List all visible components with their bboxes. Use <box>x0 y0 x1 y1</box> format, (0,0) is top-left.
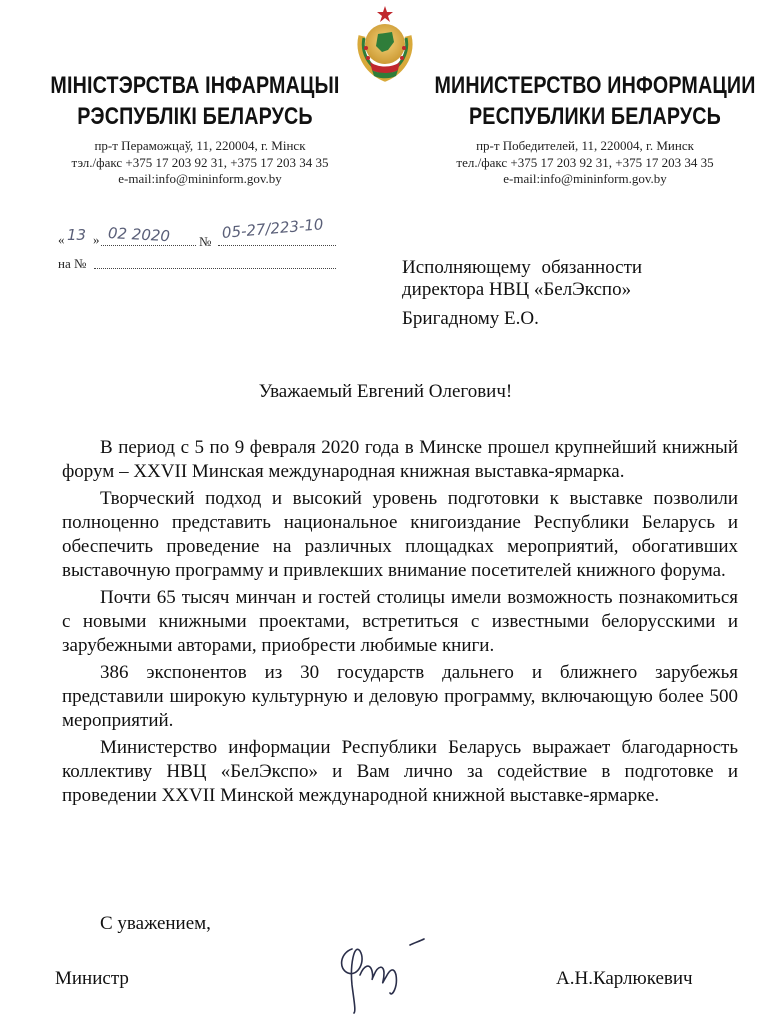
date-month-year-handwritten: 02 2020 <box>107 224 171 246</box>
address-ru: пр-т Победителей, 11, 220004, г. Минск <box>476 138 694 153</box>
letter-body <box>62 436 738 811</box>
date-quote-open: « <box>58 232 65 247</box>
paragraph: В период с 5 по 9 февраля 2020 года в Минске прошел крупнейший книжный форум – XXVII Минская международная книжная выставка-ярмарка. <box>62 437 738 482</box>
signatory-title: Министр <box>55 968 129 989</box>
ministry-name-ru-line2: РЕСПУБЛИКИ БЕЛАРУСЬ <box>469 103 721 130</box>
reply-label: на № <box>58 256 87 271</box>
signatory-name: А.Н.Карлюкевич <box>556 968 693 989</box>
addressee-line3: Бригадному Е.О. <box>402 308 539 329</box>
ministry-name-by-line1: МІНІСТЭРСТВА ІНФАРМАЦЫІ <box>50 72 340 99</box>
ministry-name-ru <box>423 70 767 132</box>
ministry-address-ru <box>420 138 750 188</box>
ministry-address-by <box>40 138 360 188</box>
email-ru: e-mail:info@mininform.gov.by <box>503 171 667 186</box>
addressee-line1: Исполняющему обязанности <box>402 257 643 278</box>
reply-dotted-line <box>94 268 336 269</box>
email-by: e-mail:info@mininform.gov.by <box>118 171 282 186</box>
number-label: № <box>199 234 212 249</box>
ministry-name-by-line2: РЭСПУБЛІКІ БЕЛАРУСЬ <box>77 103 313 130</box>
paragraph: Министерство информации Республики Беларусь выражает благодарность коллективу НВЦ «БелЭкспо» и Вам лично за содействие в подготовке и проведении XXVII Минской международной книжной выставке-ярмарке. <box>62 737 738 806</box>
phone-ru: тел./факс +375 17 203 92 31, +375 17 203 34 35 <box>456 154 714 170</box>
paragraph: 386 экспонентов из 30 государств дальнего и ближнего зарубежья представили широкую культурную и деловую программу, включающую более 500 мероприятий. <box>62 662 738 731</box>
ministry-name-by <box>23 70 367 132</box>
addressee-line2: директора НВЦ «БелЭкспо» <box>402 279 632 300</box>
date-dotted-line <box>101 245 196 246</box>
closing-phrase: С уважением, <box>100 913 211 934</box>
paragraph: Творческий подход и высокий уровень подготовки к выставке позволили полноценно представить национальное книгоиздание Республики Беларусь и обеспечить проведение на различных площадках мероприятий, обогативших выставочную программу и привлекших внимание посетителей книжного форума. <box>62 488 738 581</box>
ministry-name-ru-line1: МИНИСТЕРСТВО ИНФОРМАЦИИ <box>434 72 756 99</box>
paragraph: Почти 65 тысяч минчан и гостей столицы имели возможность познакомиться с новыми книжными проектами, встретиться с известными белорусскими и зарубежными авторами, приобрести любимые книги. <box>62 587 738 656</box>
number-dotted-line <box>218 245 336 246</box>
salutation: Уважаемый Евгений Олегович! <box>258 381 513 402</box>
date-day-handwritten: 13 <box>67 226 87 244</box>
date-quote-close: » <box>93 232 100 247</box>
phone-by: тэл./факс +375 17 203 92 31, +375 17 203 34 35 <box>71 154 329 170</box>
address-by: пр-т Пераможцаў, 11, 220004, г. Мінск <box>94 138 306 153</box>
handwritten-signature <box>330 935 440 1015</box>
outgoing-number-handwritten: 05-27/223-10 <box>221 215 325 242</box>
